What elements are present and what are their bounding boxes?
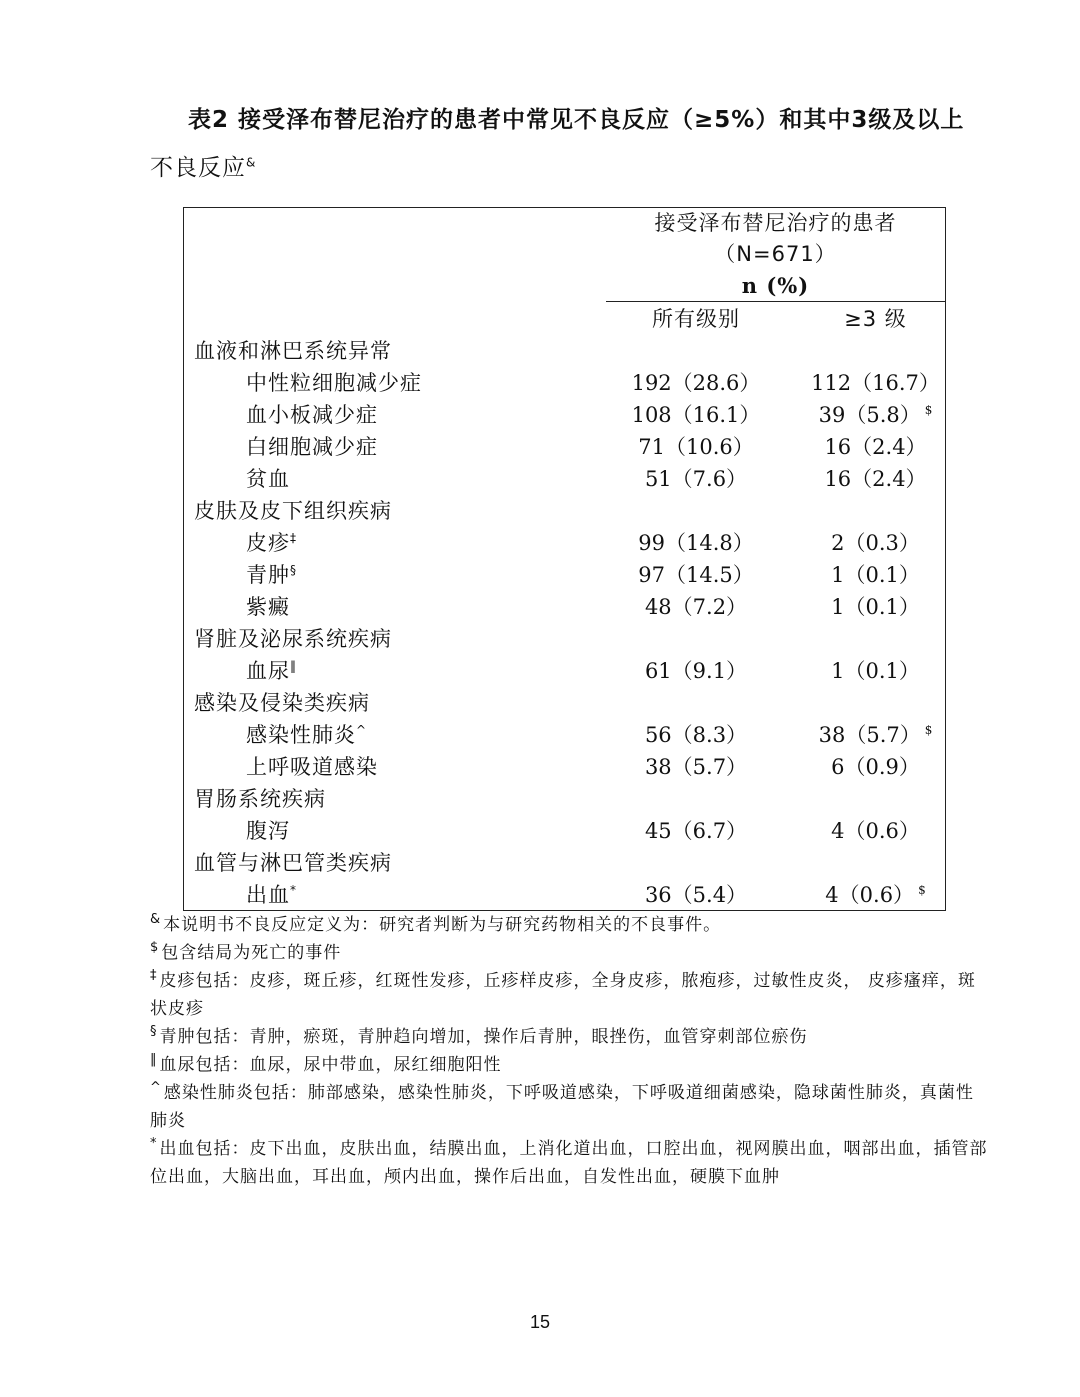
reaction-name-text: 皮疹 [246, 531, 290, 555]
footnote-text: 皮疹包括：皮疹，斑丘疹，红斑性发疹，丘疹样皮疹，全身皮疹，脓疱疹，过敏性皮炎， 皮疹瘙痒，斑状皮疹 [150, 971, 976, 1019]
grade3-value [786, 558, 946, 590]
table-category-row [184, 846, 946, 878]
grade3-value [786, 750, 946, 782]
reaction-name-text: 出血 [246, 883, 290, 907]
grade3-value-text: 39（5.8） [818, 403, 921, 427]
grade3-value [786, 334, 946, 366]
footnote [150, 1023, 990, 1051]
reaction-name-text: 感染及侵染类疾病 [194, 691, 370, 715]
reaction-name-text: 青肿 [246, 563, 290, 587]
footnote [150, 939, 990, 967]
reaction-name [184, 430, 607, 462]
table-row [184, 558, 946, 590]
grade3-value-text: 6（0.9） [831, 755, 920, 779]
reaction-footnote-mark: ^ [356, 723, 368, 737]
grade3-value-text: 4（0.6） [831, 819, 920, 843]
reaction-name [184, 462, 607, 494]
category-name [184, 622, 607, 654]
table-header-row [184, 208, 946, 302]
column-header-row [184, 302, 946, 335]
grade3-value-text: 4（0.6） [825, 883, 915, 907]
grade3-footnote-mark: $ [918, 883, 926, 897]
table-row [184, 750, 946, 782]
grade3-value [786, 654, 946, 686]
reaction-footnote-mark: ‖ [290, 659, 297, 673]
footnote [150, 1051, 990, 1079]
table-title-line2-text: 不良反应 [150, 155, 246, 181]
grade3-value [786, 622, 946, 654]
reaction-name [184, 718, 607, 750]
reaction-name-text: 感染性肺炎 [246, 723, 356, 747]
all-grades-value [606, 622, 786, 654]
footnote-mark: ^ [150, 1080, 162, 1096]
all-grades-value: 97（14.5） [638, 563, 754, 587]
adverse-reactions-table [183, 207, 946, 911]
table-row [184, 462, 946, 494]
all-grades-value: 99（14.8） [638, 531, 754, 555]
all-grades-value [606, 494, 786, 526]
grade3-value [786, 814, 946, 846]
all-grades-value [606, 334, 786, 366]
grade3-value-text: 1（0.1） [831, 563, 920, 587]
reaction-name-text: 血液和淋巴系统异常 [194, 339, 392, 363]
reaction-name [184, 366, 607, 398]
reaction-name-text: 上呼吸道感染 [246, 755, 378, 779]
grade3-value-text: 16（2.4） [824, 467, 927, 491]
reaction-name [184, 750, 607, 782]
grade3-value [786, 366, 946, 398]
table-category-row [184, 686, 946, 718]
grade3-value [786, 494, 946, 526]
reaction-name [184, 878, 607, 911]
all-grades-value: 36（5.4） [644, 883, 748, 907]
all-grades-value: 61（9.1） [644, 659, 748, 683]
reaction-name-text: 皮肤及皮下组织疾病 [194, 499, 392, 523]
footnotes [150, 911, 990, 1191]
footnote [150, 967, 990, 1023]
reaction-name-text: 贫血 [246, 467, 290, 491]
table-row [184, 878, 946, 911]
footnote-text: 血尿包括：血尿，尿中带血，尿红细胞阳性 [159, 1055, 502, 1075]
table-row [184, 398, 946, 430]
table-category-row [184, 782, 946, 814]
reaction-name [184, 814, 607, 846]
grade3-value-text: 1（0.1） [831, 659, 920, 683]
table-row [184, 366, 946, 398]
grade3-value-text: 16（2.4） [824, 435, 927, 459]
reaction-name-text: 血尿 [246, 659, 290, 683]
footnote-text: 青肿包括：青肿，瘀斑，青肿趋向增加，操作后青肿，眼挫伤，血管穿刺部位瘀伤 [159, 1027, 808, 1047]
reaction-footnote-mark: § [290, 563, 297, 577]
grade3-value [786, 782, 946, 814]
reaction-name-text: 肾脏及泌尿系统疾病 [194, 627, 392, 651]
category-name [184, 782, 607, 814]
column-header-blank [184, 302, 607, 335]
reaction-name [184, 398, 607, 430]
reaction-name [184, 654, 607, 686]
all-grades-value [606, 686, 786, 718]
reaction-footnote-mark: * [290, 883, 297, 897]
reaction-name-text: 腹泻 [246, 819, 290, 843]
grade3-value [786, 686, 946, 718]
reaction-name-text: 血小板减少症 [246, 403, 378, 427]
grade3-value [786, 430, 946, 462]
table-row [184, 654, 946, 686]
footnote-mark: * [150, 1136, 158, 1152]
all-grades-value: 51（7.6） [644, 467, 748, 491]
all-grades-value [606, 846, 786, 878]
reaction-footnote-mark: ‡ [290, 531, 297, 545]
column-header-all-grades: 所有级别 [652, 307, 740, 331]
table-title-line1: 表2 接受泽布替尼治疗的患者中常见不良反应（≥5%）和其中3级及以上 [188, 107, 965, 133]
grade3-value [786, 526, 946, 558]
footnote-text: 包含结局为死亡的事件 [161, 943, 342, 963]
all-grades-value: 48（7.2） [644, 595, 748, 619]
column-header-grade3: ≥3 级 [844, 307, 907, 331]
footnote-mark: § [150, 1024, 158, 1040]
table-category-row [184, 334, 946, 366]
category-name [184, 334, 607, 366]
table-row [184, 590, 946, 622]
reaction-name [184, 558, 607, 590]
footnote [150, 911, 990, 939]
footnote [150, 1135, 990, 1191]
grade3-value-text: 112（16.7） [811, 371, 940, 395]
footnote-mark: ‡ [150, 968, 158, 984]
table-row [184, 718, 946, 750]
table-row [184, 430, 946, 462]
footnote-mark: & [150, 912, 162, 928]
header-group-cell [606, 208, 946, 302]
grade3-value [786, 462, 946, 494]
header-blank-cell [184, 208, 607, 302]
all-grades-value: 108（16.1） [631, 403, 761, 427]
grade3-value [786, 878, 946, 911]
all-grades-value [606, 782, 786, 814]
grade3-value [786, 590, 946, 622]
page-number: 15 [529, 1312, 551, 1332]
reaction-name-text: 胃肠系统疾病 [194, 787, 326, 811]
header-unit-label: n (%) [741, 273, 810, 298]
table-row [184, 526, 946, 558]
grade3-value [786, 718, 946, 750]
all-grades-value: 45（6.7） [644, 819, 748, 843]
all-grades-value: 56（8.3） [644, 723, 748, 747]
all-grades-value: 192（28.6） [631, 371, 761, 395]
title-footnote-mark: & [246, 155, 257, 170]
grade3-value [786, 846, 946, 878]
grade3-value-text: 38（5.7） [818, 723, 921, 747]
grade3-value [786, 398, 946, 430]
table-row [184, 814, 946, 846]
reaction-name-text: 中性粒细胞减少症 [246, 371, 422, 395]
table-category-row [184, 622, 946, 654]
header-n-label: （N=671） [714, 242, 837, 266]
category-name [184, 686, 607, 718]
category-name [184, 494, 607, 526]
grade3-footnote-mark: $ [924, 723, 933, 737]
reaction-name [184, 590, 607, 622]
category-name [184, 846, 607, 878]
all-grades-value: 71（10.6） [638, 435, 754, 459]
reaction-name-text: 紫癜 [246, 595, 290, 619]
all-grades-value: 38（5.7） [644, 755, 748, 779]
footnote-text: 出血包括：皮下出血，皮肤出血，结膜出血，上消化道出血，口腔出血，视网膜出血，咽部出血，插管部位出血，大脑出血，耳出血，颅内出血，操作后出血，自发性出血，硬膜下血肿 [150, 1139, 988, 1187]
grade3-footnote-mark: $ [924, 403, 933, 417]
table-title-line2 [150, 144, 1000, 192]
header-group-label: 接受泽布替尼治疗的患者 [654, 211, 897, 235]
footnote [150, 1079, 990, 1135]
reaction-name [184, 526, 607, 558]
reaction-name-text: 白细胞减少症 [246, 435, 378, 459]
footnote-text: 本说明书不良反应定义为：研究者判断为与研究药物相关的不良事件。 [163, 915, 722, 935]
footnote-mark: $ [150, 940, 160, 956]
table-category-row [184, 494, 946, 526]
footnote-mark: ‖ [150, 1052, 158, 1068]
grade3-value-text: 2（0.3） [831, 531, 920, 555]
table-title [150, 96, 1000, 192]
grade3-value-text: 1（0.1） [831, 595, 920, 619]
footnote-text: 感染性肺炎包括：肺部感染，感染性肺炎，下呼吸道感染，下呼吸道细菌感染，隐球菌性肺炎，真菌性肺炎 [150, 1083, 974, 1131]
reaction-name-text: 血管与淋巴管类疾病 [194, 851, 392, 875]
